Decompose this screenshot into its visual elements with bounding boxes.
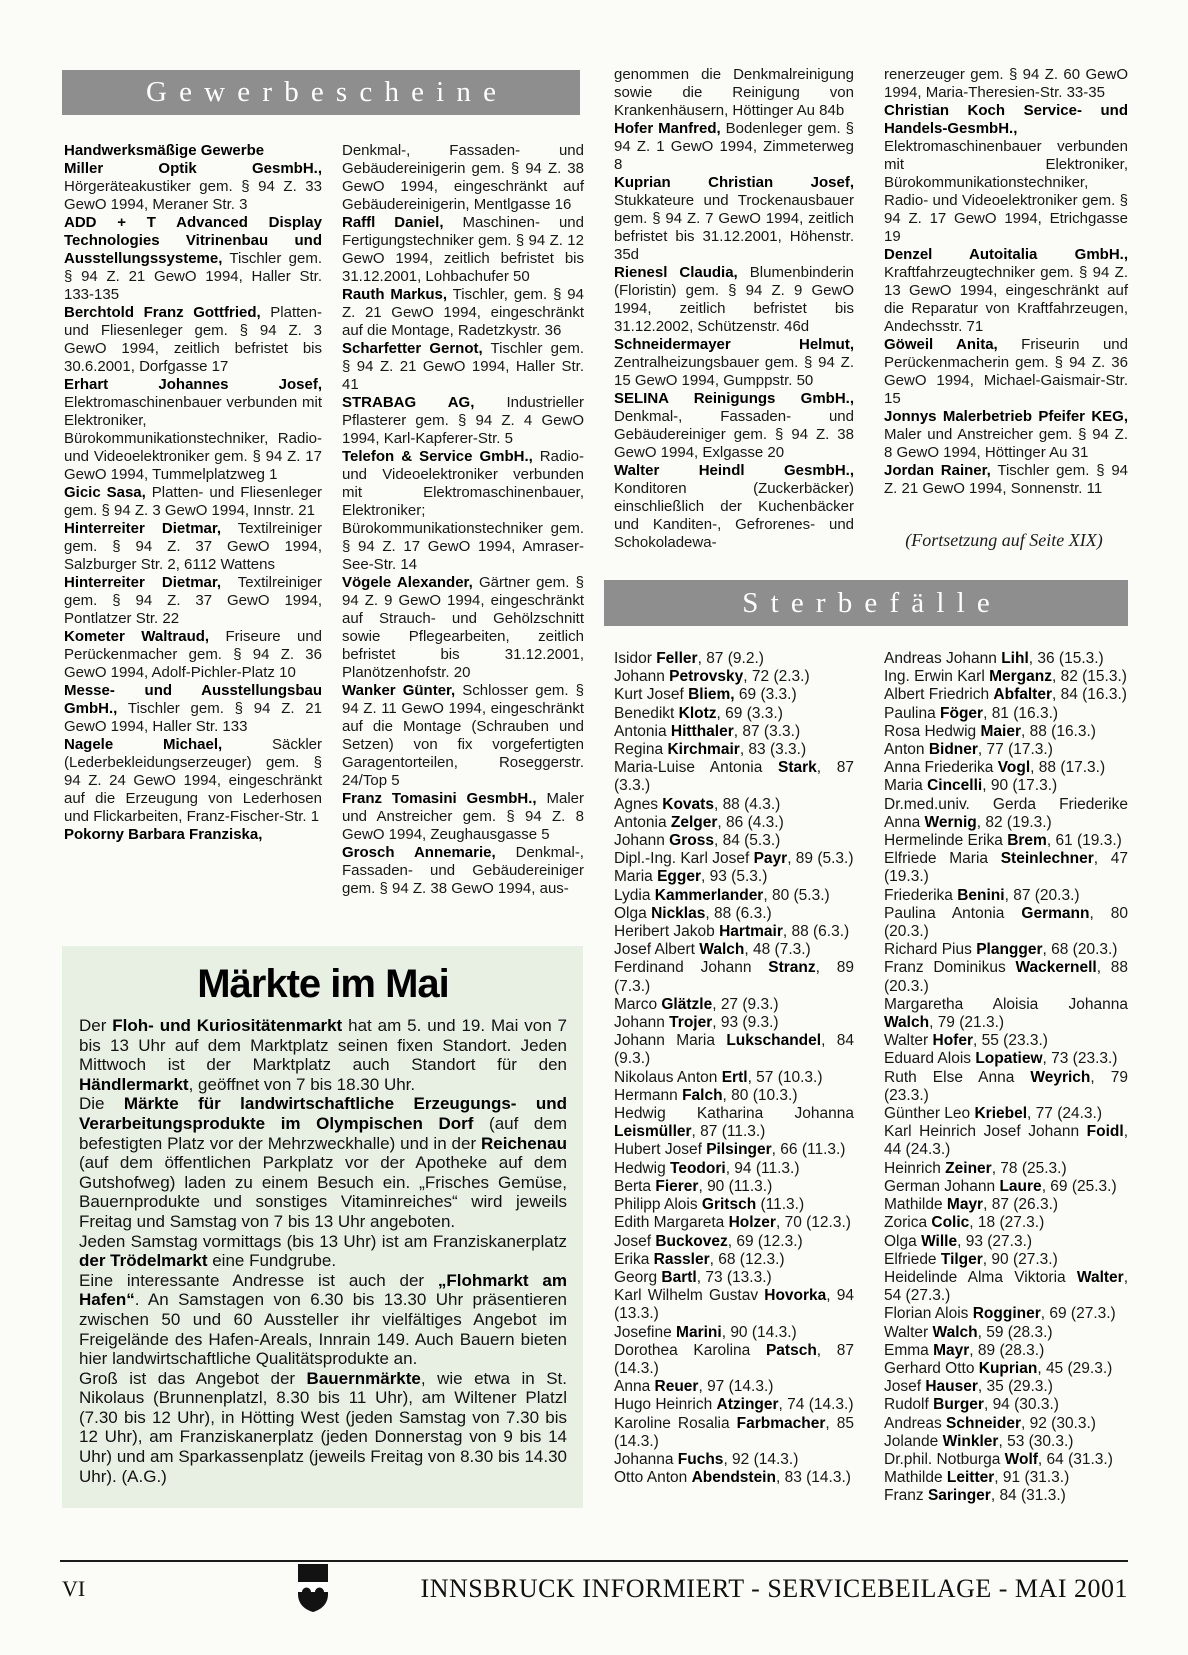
death-record: Margaretha Aloisia Johanna Walch, 79 (21.3.) <box>884 995 1128 1032</box>
gewerbescheine-header-label: Gewerbescheine <box>146 76 509 108</box>
footer-divider <box>60 1560 1128 1562</box>
death-record: Isidor Feller, 87 (9.2.) <box>614 650 764 667</box>
trade-license-entry: Berchtold Franz Gottfried, Platten- und Fliesenleger gem. § 94 Z. 3 GewO 1994, zeitlich befristet bis 30.6.2001, Dorfgasse 17 <box>64 304 322 375</box>
trade-license-entry: Vögele Alexander, Gärtner gem. § 94 Z. 9 GewO 1994, eingeschränkt auf Strauch- und Gehölzschnitt sowie Pflegearbeiten, zeitlich befristet bis 31.12.2001, Planötzenhofstr. 20 <box>342 574 585 681</box>
death-record: Elfriede Maria Steinlechner, 47 (19.3.) <box>884 850 1128 886</box>
death-record: Maria-Luise Antonia Stark, 87 (3.3.) <box>614 759 854 795</box>
trade-license-entry: Grosch Annemarie, Denkmal-, Fassaden- und Gebäudereiniger gem. § 94 Z. 38 GewO 1994, aus- <box>342 844 584 897</box>
death-record: Hedwig Teodori, 94 (11.3.) <box>614 1159 800 1177</box>
gewerbescheine-column-4 <box>884 66 1128 498</box>
death-record: Ing. Erwin Karl Merganz, 82 (15.3.) <box>884 668 1127 686</box>
death-record: Nikolaus Anton Ertl, 57 (10.3.) <box>614 1068 823 1086</box>
death-record: Berta Fierer, 90 (11.3.) <box>614 1177 773 1195</box>
death-record: Maria Egger, 93 (5.3.) <box>614 868 768 886</box>
gewerbescheine-column-1 <box>64 142 322 844</box>
publication-title: INNSBRUCK INFORMIERT - SERVICEBEILAGE - MAI 2001 <box>420 1574 1128 1603</box>
death-record: Emma Mayr, 89 (28.3.) <box>884 1341 1045 1359</box>
death-record: Paulina Antonia Germann, 80 (20.3.) <box>884 904 1128 941</box>
trade-license-entry: Raffl Daniel, Maschinen- und Fertigungstechniker gem. § 94 Z. 12 GewO 1994, zeitlich befristet bis 31.12.2001, Lohbachufer 50 <box>342 214 584 285</box>
death-record: Marco Glätzle, 27 (9.3.) <box>614 995 779 1013</box>
innsbruck-crest-logo <box>296 1563 330 1613</box>
trade-license-entry: Jordan Rainer, Tischler gem. § 94 Z. 21 GewO 1994, Sonnenstr. 11 <box>884 462 1129 497</box>
death-record: Andreas Johann Lihl, 36 (15.3.) <box>884 650 1104 667</box>
death-record: Josef Buckovez, 69 (12.3.) <box>614 1232 803 1250</box>
market-paragraph: Eine interessante Andresse ist auch der „Flohmarkt am Hafen“. An Samstagen von 6.30 bis 13.30 Uhr präsentieren zwischen 50 und 60 Aussteller ihr vielfältiges Angebot im Freigelände des Hafen-Areals, Innrain 149. Auch Bauern bieten hier landwirtschaftliche Qualitätsprodukte an. <box>79 1270 567 1369</box>
sterbefaelle-column-2 <box>884 650 1128 1506</box>
trade-license-entry: Hinterreiter Dietmar, Textilreiniger gem. § 94 Z. 37 GewO 1994, Pontlatzer Str. 22 <box>64 574 322 627</box>
death-record: Franz Dominikus Wackernell, 88 (20.3.) <box>884 959 1128 995</box>
death-record: Mathilde Leitter, 91 (31.3.) <box>884 1469 1070 1487</box>
sterbefaelle-header-bar <box>604 580 1128 626</box>
page-number: VI <box>62 1576 86 1601</box>
death-record: Günther Leo Kriebel, 77 (24.3.) <box>884 1105 1103 1123</box>
trade-license-entry: Göweil Anita, Friseurin und Perückenmacherin gem. § 94 Z. 36 GewO 1994, Michael-Gaismair-Str. 15 <box>884 336 1128 407</box>
death-record: Hedwig Katharina Johanna Leismüller, 87 (11.3.) <box>614 1105 854 1141</box>
trade-license-entry: Rienesl Claudia, Blumenbinderin (Floristin) gem. § 94 Z. 9 GewO 1994, zeitlich befristet bis 31.12.2002, Schützenstr. 46d <box>614 264 854 335</box>
trade-license-entry: Denkmal-, Fassaden- und Gebäudereinigerin gem. § 94 Z. 38 GewO 1994, eingeschränkt auf Gebäudereinigerin, Mentlgasse 16 <box>342 142 584 213</box>
death-record: Dorothea Karolina Patsch, 87 (14.3.) <box>614 1341 854 1377</box>
death-record: Zorica Colic, 18 (27.3.) <box>884 1214 1045 1232</box>
death-record: Richard Pius Plangger, 68 (20.3.) <box>884 941 1118 959</box>
trade-license-entry: Schneidermayer Helmut, Zentralheizungsbauer gem. § 94 Z. 15 GewO 1994, Gumppstr. 50 <box>614 336 854 389</box>
maerkte-body <box>79 1016 567 1486</box>
death-record: Elfriede Tilger, 90 (27.3.) <box>884 1250 1058 1268</box>
trade-license-entry: Handwerksmäßige Gewerbe <box>64 142 265 159</box>
death-record: Johanna Fuchs, 92 (14.3.) <box>614 1450 799 1468</box>
gewerbescheine-column-2 <box>342 142 584 898</box>
death-record: Josefine Marini, 90 (14.3.) <box>614 1323 797 1341</box>
trade-license-entry: Miller Optik GesmbH., Hörgeräteakustiker gem. § 94 Z. 33 GewO 1994, Meraner Str. 3 <box>64 160 322 213</box>
trade-license-entry: ADD + T Advanced Display Technologies Vitrinenbau und Ausstellungssysteme, Tischler gem. § 94 Z. 21 GewO 1994, Haller Str. 133-135 <box>64 214 322 303</box>
death-record: Antonia Hitthaler, 87 (3.3.) <box>614 722 801 740</box>
death-record: Erika Rassler, 68 (12.3.) <box>614 1250 785 1268</box>
death-record: Dr.med.univ. Gerda Friederike Anna Wernig, 82 (19.3.) <box>884 795 1128 831</box>
death-record: Anton Bidner, 77 (17.3.) <box>884 741 1053 759</box>
death-record: Lydia Kammerlander, 80 (5.3.) <box>614 886 830 904</box>
death-record: Hugo Heinrich Atzinger, 74 (14.3.) <box>614 1396 854 1414</box>
death-record: Johann Maria Lukschandel, 84 (9.3.) <box>614 1032 854 1068</box>
death-record: Johann Trojer, 93 (9.3.) <box>614 1014 779 1032</box>
trade-license-entry: Christian Koch Service- und Handels-GesmbH., Elektromaschinenbauer verbunden mit Elektroniker, Bürokommunikationstechniker, Radio- und Videoelektroniker gem. § 94 Z. 17 GewO 1994, Etrichgasse 19 <box>884 102 1128 245</box>
death-record: Heribert Jakob Hartmair, 88 (6.3.) <box>614 923 850 941</box>
trade-license-entry: Jonnys Malerbetrieb Pfeifer KEG, Maler und Anstreicher gem. § 94 Z. 8 GewO 1994, Höttinger Au 31 <box>884 408 1128 461</box>
death-record: Heinrich Zeiner, 78 (25.3.) <box>884 1159 1067 1177</box>
trade-license-entry: STRABAG AG, Industrieller Pflasterer gem. § 94 Z. 4 GewO 1994, Karl-Kapferer-Str. 5 <box>342 394 584 447</box>
trade-license-entry: Erhart Johannes Josef, Elektromaschinenbauer verbunden mit Elektroniker, Bürokommunikationstechniker, Radio- und Videoelektroniker gem. § 94 Z. 17 GewO 1994, Tummelplatzweg 1 <box>64 376 322 483</box>
death-record: Rosa Hedwig Maier, 88 (16.3.) <box>884 722 1096 740</box>
death-record: Antonia Zelger, 86 (4.3.) <box>614 813 784 831</box>
death-record: Olga Nicklas, 88 (6.3.) <box>614 904 772 922</box>
market-paragraph: Jeden Samstag vormittags (bis 13 Uhr) ist am Franziskanerplatz der Trödelmarkt eine Fundgrube. <box>79 1231 567 1271</box>
trade-license-entry: Franz Tomasini GesmbH., Maler und Anstreicher gem. § 94 Z. 8 GewO 1994, Zeughausgasse 5 <box>342 790 584 843</box>
trade-license-entry: Walter Heindl GesmbH., Konditoren (Zuckerbäcker) einschließlich der Kuchenbäcker und Kanditen-, Gefrorenes- und Schokoladewa- <box>614 462 854 551</box>
death-record: Agnes Kovats, 88 (4.3.) <box>614 795 781 813</box>
trade-license-entry: Kuprian Christian Josef, Stukkateure und Trockenausbauer gem. § 94 Z. 7 GewO 1994, zeitlich befristet bis 31.12.2001, Höhenstr. 35d <box>614 174 854 263</box>
trade-license-entry: Gicic Sasa, Platten- und Fliesenleger gem. § 94 Z. 3 GewO 1994, Innstr. 21 <box>64 484 322 519</box>
continuation-note: (Fortsetzung auf Seite XIX) <box>905 530 1103 550</box>
trade-license-entry: Hinterreiter Dietmar, Textilreiniger gem. § 94 Z. 37 GewO 1994, Salzburger Str. 2, 6112 Wattens <box>64 520 322 573</box>
trade-license-entry: Hofer Manfred, Bodenleger gem. § 94 Z. 1 GewO 1994, Zimmeterweg 8 <box>614 120 855 173</box>
death-record: Georg Bartl, 73 (13.3.) <box>614 1268 772 1286</box>
trade-license-entry: Rauth Markus, Tischler, gem. § 94 Z. 21 GewO 1994, eingeschränkt auf die Montage, Radetzkystr. 36 <box>342 286 584 339</box>
trade-license-entry: genommen die Denkmalreinigung sowie die Reinigung von Krankenhäusern, Höttinger Au 84b <box>614 66 854 119</box>
trade-license-entry: renerzeuger gem. § 94 Z. 60 GewO 1994, Maria-Theresien-Str. 33-35 <box>884 66 1128 101</box>
death-record: Johann Petrovsky, 72 (2.3.) <box>614 668 810 686</box>
death-record: Florian Alois Rogginer, 69 (27.3.) <box>884 1305 1116 1323</box>
trade-license-entry: Telefon & Service GmbH., Radio- und Videoelektroniker verbunden mit Elektromaschinenbauer, Elektroniker; Bürokommunikationstechniker gem. § 94 Z. 17 GewO 1994, Amraser-See-Str. 14 <box>342 448 584 573</box>
trade-license-entry: Pokorny Barbara Franziska, <box>64 826 263 843</box>
trade-license-entry: Messe- und Ausstellungsbau GmbH., Tischler gem. § 94 Z. 21 GewO 1994, Haller Str. 133 <box>64 682 322 735</box>
death-record: Albert Friedrich Abfalter, 84 (16.3.) <box>884 686 1127 704</box>
death-record: Hermann Falch, 80 (10.3.) <box>614 1086 798 1104</box>
death-record: Heidelinde Alma Viktoria Walter, 54 (27.3.) <box>884 1268 1128 1305</box>
death-record: Walter Hofer, 55 (23.3.) <box>884 1032 1048 1050</box>
death-record: Josef Hauser, 35 (29.3.) <box>884 1378 1053 1396</box>
death-record: Edith Margareta Holzer, 70 (12.3.) <box>614 1214 851 1232</box>
death-record: Benedikt Klotz, 69 (3.3.) <box>614 704 783 722</box>
death-record: Anna Friederika Vogl, 88 (17.3.) <box>884 759 1106 777</box>
death-record: Hubert Josef Pilsinger, 66 (11.3.) <box>614 1141 846 1159</box>
death-record: Maria Cincelli, 90 (17.3.) <box>884 777 1058 795</box>
death-record: Ruth Else Anna Weyrich, 79 (23.3.) <box>884 1068 1128 1104</box>
sterbefaelle-column-1 <box>614 650 854 1487</box>
gewerbescheine-column-3 <box>614 66 854 552</box>
death-record: Philipp Alois Gritsch (11.3.) <box>614 1196 805 1214</box>
death-record: Regina Kirchmair, 83 (3.3.) <box>614 741 807 759</box>
death-record: Otto Anton Abendstein, 83 (14.3.) <box>614 1469 851 1487</box>
death-record: Karoline Rosalia Farbmacher, 85 (14.3.) <box>614 1414 854 1450</box>
market-paragraph: Groß ist das Angebot der Bauernmärkte, wie etwa in St. Nikolaus (Brunnenplatzl, 8.30 bis 11 Uhr), am Wiltener Platzl (7.30 bis 12 Uhr), in Hötting West (jeden Samstag von 7.30 bis 12 Uhr), am Franziskanerplatz (jeden Donnerstag von 9 bis 14 Uhr) und am Sparkassenplatz (jeweils Freitag von 8.30 bis 14.30 Uhr). (A.G.) <box>79 1368 567 1486</box>
maerkte-title: Märkte im Mai <box>197 962 449 1006</box>
death-record: Friederika Benini, 87 (20.3.) <box>884 886 1080 904</box>
trade-license-entry: Wanker Günter, Schlosser gem. § 94 Z. 11 GewO 1994, eingeschränkt auf die Montage (Schrauben und Setzen) von fix vorgefertigten Garagentorteilen, Roseggerstr. 24/Top 5 <box>342 682 584 789</box>
death-record: Kurt Josef Bliem, 69 (3.3.) <box>614 686 797 704</box>
death-record: Andreas Schneider, 92 (30.3.) <box>884 1414 1096 1432</box>
trade-license-entry: Nagele Michael, Säckler (Lederbekleidungserzeuger) gem. § 94 Z. 24 GewO 1994, eingeschränkt auf die Erzeugung von Lederhosen und Flickarbeiten, Franz-Fischer-Str. 1 <box>64 736 323 825</box>
maerkte-im-mai-box <box>62 946 583 1508</box>
death-record: Paulina Föger, 81 (16.3.) <box>884 704 1059 722</box>
death-record: Dr.phil. Notburga Wolf, 64 (31.3.) <box>884 1450 1113 1468</box>
market-paragraph: Die Märkte für landwirtschaftliche Erzeugungs- und Verarbeitungsprodukte im Olympischen Dorf (auf dem befestigten Platz vor der Mehrzweckhalle) und in der Reichenau (auf dem öffentlichen Parkplatz vor der Apotheke auf dem Gutshofweg) laden zu einem Besuch ein. „Frisches Gemüse, Bauernprodukte und sonstiges Vitaminreiches“ wird jeweils Freitag und Samstag von 7 bis 13 Uhr angeboten. <box>79 1094 568 1231</box>
death-record: Rudolf Burger, 94 (30.3.) <box>884 1396 1059 1414</box>
death-record: Anna Reuer, 97 (14.3.) <box>614 1378 774 1396</box>
trade-license-entry: Denzel Autoitalia GmbH., Kraftfahrzeugtechniker gem. § 94 Z. 13 GewO 1994, eingeschränkt auf die Reparatur von Kraftfahrzeugen, Andechsstr. 71 <box>884 246 1128 335</box>
death-record: Eduard Alois Lopatiew, 73 (23.3.) <box>884 1050 1118 1068</box>
trade-license-entry: Kometer Waltraud, Friseure und Perückenmacher gem. § 94 Z. 36 GewO 1994, Adolf-Pichler-Platz 10 <box>64 628 323 681</box>
death-record: Josef Albert Walch, 48 (7.3.) <box>614 941 811 959</box>
death-record: Olga Wille, 93 (27.3.) <box>884 1232 1033 1250</box>
death-record: Ferdinand Johann Stranz, 89 (7.3.) <box>614 959 854 995</box>
death-record: Mathilde Mayr, 87 (26.3.) <box>884 1196 1059 1214</box>
death-record: Johann Gross, 84 (5.3.) <box>614 832 781 850</box>
death-record: Karl Wilhelm Gustav Hovorka, 94 (13.3.) <box>614 1287 855 1323</box>
trade-license-entry: SELINA Reinigungs GmbH., Denkmal-, Fassaden- und Gebäudereiniger gem. § 94 Z. 38 GewO 1994, Exlgasse 20 <box>614 390 854 461</box>
death-record: Franz Saringer, 84 (31.3.) <box>884 1487 1066 1505</box>
death-record: Walter Walch, 59 (28.3.) <box>884 1323 1053 1341</box>
death-record: Dipl.-Ing. Karl Josef Payr, 89 (5.3.) <box>614 850 854 868</box>
death-record: Gerhard Otto Kuprian, 45 (29.3.) <box>884 1359 1113 1377</box>
death-record: Jolande Winkler, 53 (30.3.) <box>884 1432 1074 1450</box>
death-record: Hermelinde Erika Brem, 61 (19.3.) <box>884 832 1122 850</box>
gewerbescheine-header-bar <box>62 70 580 115</box>
death-record: German Johann Laure, 69 (25.3.) <box>884 1177 1117 1195</box>
sterbefaelle-header-label: Sterbefälle <box>742 586 1002 619</box>
trade-license-entry: Scharfetter Gernot, Tischler gem. § 94 Z. 21 GewO 1994, Haller Str. 41 <box>342 340 584 393</box>
death-record: Karl Heinrich Josef Johann Foidl, 44 (24.3.) <box>884 1123 1128 1159</box>
market-paragraph: Der Floh- und Kuriositätenmarkt hat am 5. und 19. Mai von 7 bis 13 Uhr auf dem Marktplatz seinen fixen Standort. Jeden Mittwoch ist der Marktplatz auch Standort für den Händlermarkt, geöffnet von 7 bis 18.30 Uhr. <box>79 1016 567 1094</box>
